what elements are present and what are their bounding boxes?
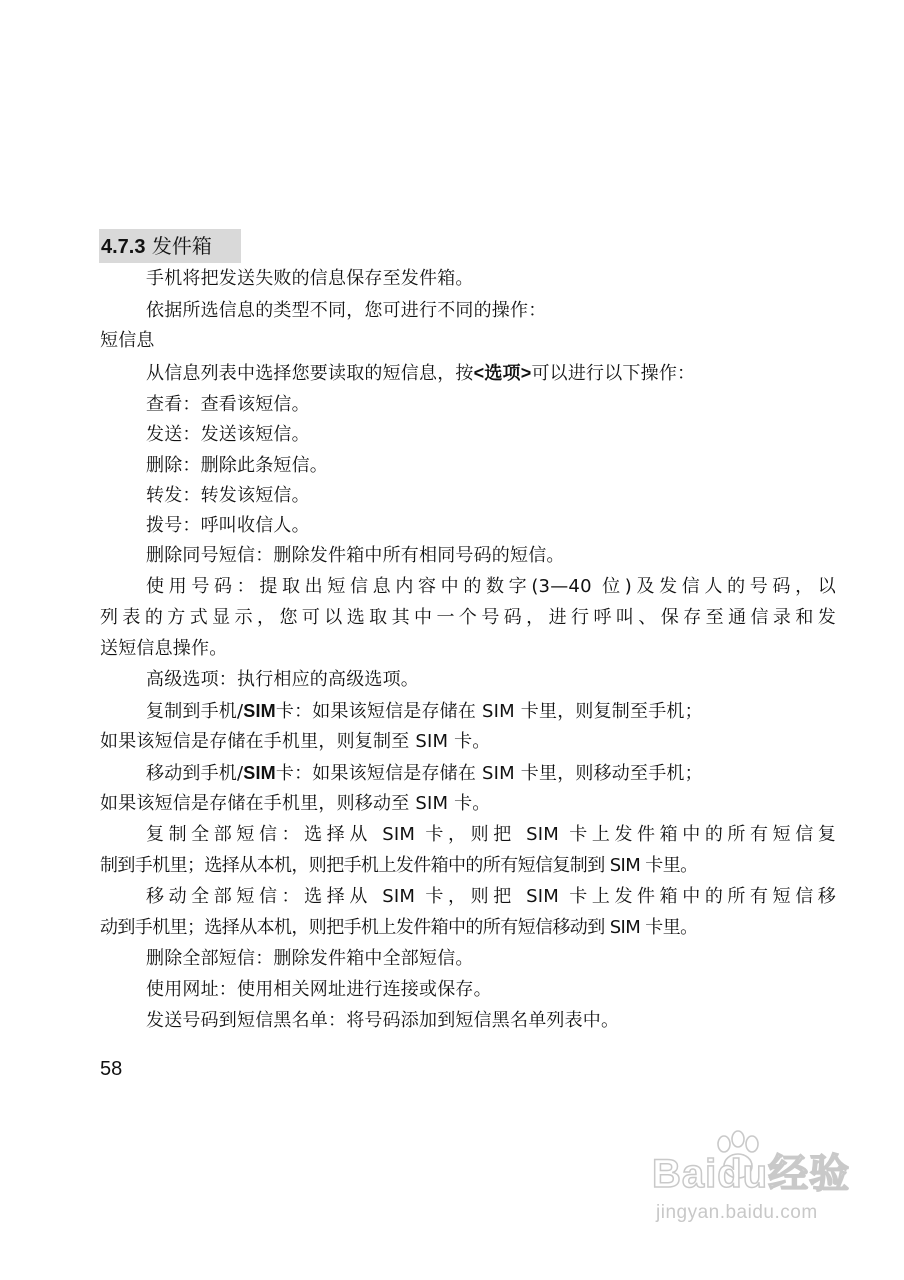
section-number: 4.7.3 <box>101 236 146 258</box>
use-number-line-2: 列表的方式显示，您可以选取其中一个号码，进行呼叫、保存至通信录和发 <box>100 607 836 628</box>
intro-line-1: 手机将把发送失败的信息保存至发件箱。 <box>146 268 474 289</box>
copy-to-term-b: SIM <box>243 701 276 721</box>
options-intro <box>146 358 836 389</box>
copy-all-line-2: 制到手机里；选择从本机，则把手机上发件箱中的所有短信复制到 SIM 卡里。 <box>100 855 698 876</box>
options-intro-pre: 从信息列表中选择您要读取的短信息，按 <box>146 363 474 384</box>
copy-to-term-c: 卡： <box>275 701 313 722</box>
copy-to-term-a: 复制到手机/ <box>146 701 244 722</box>
item-desc: 删除发件箱中所有相同号码的短信。 <box>273 545 565 566</box>
item-view: 查看：查看该短信。 <box>146 394 310 415</box>
item-desc: 转发该短信。 <box>200 485 310 506</box>
move-to-line-1 <box>146 758 836 789</box>
use-url: 使用网址：使用相关网址进行连接或保存。 <box>146 979 492 1000</box>
copy-to-line-2: 如果该短信是存储在手机里，则复制至 SIM 卡。 <box>100 731 491 752</box>
page-number: 58 <box>100 1058 123 1080</box>
copy-all-line-1: 复制全部短信：选择从 SIM 卡，则把 SIM 卡上发件箱中的所有短信复 <box>146 824 836 845</box>
move-to-line-2: 如果该短信是存储在手机里，则移动至 SIM 卡。 <box>100 793 491 814</box>
move-to-term-a: 移动到手机/ <box>146 763 244 784</box>
baidu-watermark <box>640 1140 870 1250</box>
watermark-url: jingyan.baidu.com <box>656 1202 818 1223</box>
item-delete-same-number: 删除同号短信：删除发件箱中所有相同号码的短信。 <box>146 545 565 566</box>
move-to-term-c: 卡： <box>275 763 313 784</box>
item-desc: 删除此条短信。 <box>200 455 329 476</box>
intro-line-2: 依据所选信息的类型不同，您可进行不同的操作： <box>146 300 547 321</box>
subheading-sms: 短信息 <box>100 330 155 351</box>
item-send: 发送：发送该短信。 <box>146 424 310 445</box>
use-number-line-3: 送短信息操作。 <box>100 638 228 659</box>
item-delete: 删除：删除此条短信。 <box>146 455 329 476</box>
section-heading <box>99 229 241 263</box>
copy-to-desc: 如果该短信是存储在 SIM 卡里，则复制至手机； <box>312 701 703 722</box>
move-all-line-2: 动到手机里；选择从本机，则把手机上发件箱中的所有短信移动到 SIM 卡里。 <box>100 917 698 938</box>
delete-all: 删除全部短信：删除发件箱中全部短信。 <box>146 948 474 969</box>
copy-to-line-1 <box>146 696 836 727</box>
use-number-line-1: 使用号码：提取出短信息内容中的数字(3—40 位)及发信人的号码，以 <box>146 576 836 597</box>
item-term: 删除同号短信 <box>146 545 256 566</box>
item-term: 查看 <box>146 394 183 415</box>
move-to-desc: 如果该短信是存储在 SIM 卡里，则移动至手机； <box>312 763 703 784</box>
item-desc: 发送该短信。 <box>200 424 310 445</box>
item-term: 转发 <box>146 485 183 506</box>
item-desc: 呼叫收信人。 <box>200 515 310 536</box>
advanced-options: 高级选项：执行相应的高级选项。 <box>146 669 419 690</box>
item-term: 发送 <box>146 424 183 445</box>
item-desc: 查看该短信。 <box>200 394 310 415</box>
send-to-blacklist: 发送号码到短信黑名单：将号码添加到短信黑名单列表中。 <box>146 1010 620 1031</box>
item-term: 删除 <box>146 455 183 476</box>
section-title: 发件箱 <box>151 234 212 258</box>
item-term: 拨号 <box>146 515 183 536</box>
item-dial: 拨号：呼叫收信人。 <box>146 515 310 536</box>
options-key: <选项> <box>473 363 532 383</box>
move-to-term-b: SIM <box>243 763 276 783</box>
item-forward: 转发：转发该短信。 <box>146 485 310 506</box>
watermark-logo: Baidu经验 <box>652 1152 851 1196</box>
move-all-line-1: 移动全部短信：选择从 SIM 卡，则把 SIM 卡上发件箱中的所有短信移 <box>146 886 836 907</box>
options-intro-post: 可以进行以下操作： <box>531 363 696 384</box>
